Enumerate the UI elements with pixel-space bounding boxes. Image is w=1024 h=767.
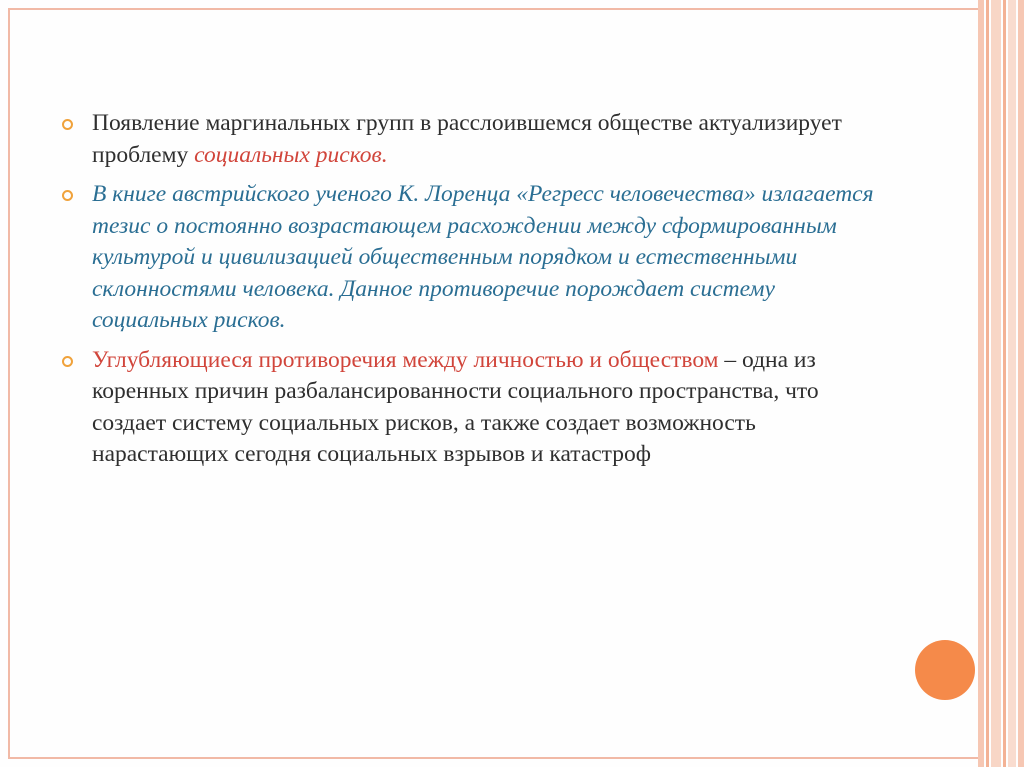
stripe (1008, 0, 1016, 767)
bullet-3-text: – одна из коренных причин разбалансированности социального пространства, что создает систему социальных рисков, а также создает возможность нарастающих сегодня социальных взрывов и катастроф (92, 346, 819, 467)
top-border-line (8, 8, 980, 10)
bullet-3-highlight: Углубляющиеся противоречия между личностью и обществом (92, 346, 719, 373)
stripe (978, 0, 984, 767)
bullet-2-text: В книге австрийского ученого К. Лоренца «Регресс человечества» излагается тезис о постоянно возрастающем расхождении между сформированным культурой и цивилизацией общественным порядком и естественными склонностями человека. Данное противоречие порождает систему социальных рисков. (92, 181, 874, 333)
stripe (986, 0, 989, 767)
orange-circle-icon (915, 640, 975, 700)
bullet-item-3 (62, 345, 892, 471)
bullet-item-1 (62, 108, 892, 171)
stripe (1018, 0, 1024, 767)
stripe (991, 0, 1001, 767)
circle-outline-icon (62, 190, 73, 201)
bullet-item-2 (62, 179, 892, 337)
right-decorative-stripes (978, 0, 1024, 767)
bullet-1-highlight: социальных рисков. (194, 141, 388, 168)
bottom-border-line (8, 757, 980, 759)
bullet-1-text: Появление маргинальных групп в расслоившемся обществе актуализирует проблему (92, 110, 842, 168)
stripe (1003, 0, 1006, 767)
circle-outline-icon (62, 356, 73, 367)
left-border-line (8, 8, 10, 759)
bullet-list (62, 108, 892, 479)
circle-outline-icon (62, 119, 73, 130)
